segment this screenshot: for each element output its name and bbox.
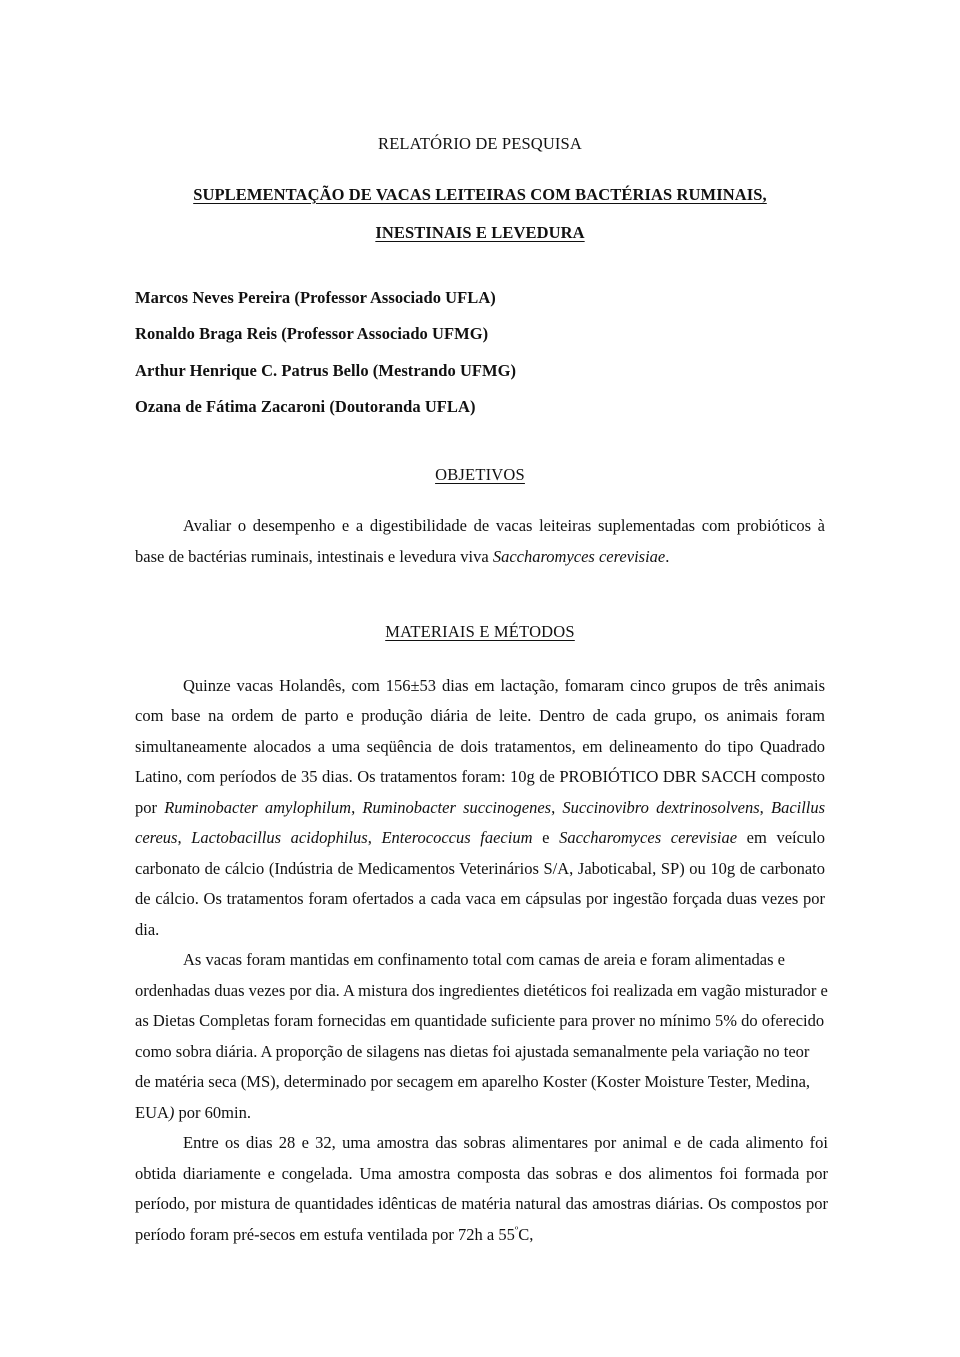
- met-p2-tail: por 60min.: [174, 1102, 251, 1122]
- met-p1-sep-1: ,: [351, 797, 363, 817]
- met-p1-sep-3: ,: [759, 797, 771, 817]
- document-kicker: RELATÓRIO DE PESQUISA: [378, 134, 582, 153]
- author-entry: Marcos Neves Pereira (Professor Associado UFLA): [135, 287, 496, 307]
- page-title: [135, 184, 825, 242]
- section-heading-materiais: [135, 624, 825, 641]
- organism-bacillus-cereus: Bacillus cereus: [135, 797, 826, 847]
- met-p1-lead: Quinze vacas Holandês, com 156±53 dias em lactação, fomaram cinco grupos de três animais com base na ordem de parto e produção diária de leite. Dentro de cada grupo, os animais foram simultaneamente alocados a uma seqüência de dois tratamentos, em delineamento do tipo Quadrado Latino, com períodos de 35 dias. Os tratamentos foram: 10g de PROBIÓTICO DBR SACCH composto por: [135, 675, 825, 817]
- materiais-paragraph-3: [135, 1128, 828, 1250]
- met-p1-sep-5: ,: [367, 828, 382, 847]
- organism-ruminobacter-succinogenes: Ruminobacter succinogenes: [362, 797, 552, 817]
- met-p1-sep-4: ,: [177, 828, 192, 847]
- title-line-1: SUPLEMENTAÇÃO DE VACAS LEITEIRAS COM BACTÉRIAS RUMINAIS,: [193, 184, 767, 204]
- document-content: [135, 134, 828, 1250]
- met-p2-lead: As vacas foram mantidas em confinamento total com camas de areia e foram alimentadas e ordenhadas duas vezes por dia. A mistura dos ingredientes dietéticos foi realizada em vagão misturador e as Dietas Completas foram fornecidas em quantidade suficiente para prover no mínimo 5% do oferecido como sobra diária. A proporção de silagens nas dietas foi ajustada semanalmente pela variação no teor de matéria seca (MS), determinado por secagem em aparelho Koster (Koster Moisture Tester, Medina, EUA: [135, 950, 828, 1122]
- title-line-2: INESTINAIS E LEVEDURA: [375, 223, 585, 242]
- organism-ruminobacter-amylophilum: Ruminobacter amylophilum: [164, 797, 352, 817]
- met-p1-sep-2: ,: [551, 797, 563, 817]
- section-heading-objetivos-label: OBJETIVOS: [435, 464, 525, 484]
- degree-symbol: º: [514, 1224, 519, 1236]
- objetivos-text-lead: Avaliar o desempenho e a digestibilidade de vacas leiteiras suplementadas com probióticos à base de bactérias ruminais, intestinais e levedura viva: [135, 516, 825, 566]
- materiais-paragraph-2: [135, 945, 828, 1128]
- materiais-paragraph-1: [135, 671, 825, 946]
- met-p3-lead: Entre os dias 28 e 32, uma amostra das sobras alimentares por animal e de cada alimento foi obtida diariamente e congelada. Uma amostra composta das sobras e dos alimentos foi formada por período, por mistura de quantidades idênticas de matéria natural das amostras diárias. Os compostos por período foram pré-secos em estufa ventilada por 72h a 55: [135, 1133, 828, 1244]
- met-p1-tail: em veículo carbonato de cálcio (Indústria de Medicamentos Veterinários S/A, Jaboticabal, SP) ou 10g de carbonato de cálcio. Os tratamentos foram ofertados a cada vaca em cápsulas por ingestão forçada duas vezes por dia.: [135, 828, 826, 939]
- section-heading-materiais-label: MATERIAIS E MÉTODOS: [385, 622, 575, 641]
- objetivos-text-tail: .: [665, 546, 670, 566]
- organism-lactobacillus-acidophilus: Lactobacillus acidophilus: [191, 828, 368, 847]
- author-entry: Ronaldo Braga Reis (Professor Associado UFMG): [135, 324, 489, 343]
- met-p3-tail: C,: [518, 1224, 534, 1244]
- author-list: [135, 287, 825, 416]
- species-name-saccharomyces: Saccharomyces cerevisiae: [492, 546, 666, 566]
- section-heading-objetivos: [135, 464, 825, 484]
- author-entry: Arthur Henrique C. Patrus Bello (Mestrando UFMG): [135, 360, 517, 380]
- met-p1-sep-6: e: [532, 828, 560, 847]
- organism-enterococcus-faecium: Enterococcus faecium: [381, 828, 533, 847]
- met-p2-closing-paren: ): [168, 1102, 175, 1122]
- objetivos-paragraph: [135, 511, 825, 572]
- author-entry: Ozana de Fátima Zacaroni (Doutoranda UFLA): [135, 397, 476, 416]
- organism-saccharomyces-cerevisiae: Saccharomyces cerevisiae: [559, 828, 738, 847]
- organism-succinovibro-dextrinosolvens: Succinovibro dextrinosolvens: [562, 797, 760, 817]
